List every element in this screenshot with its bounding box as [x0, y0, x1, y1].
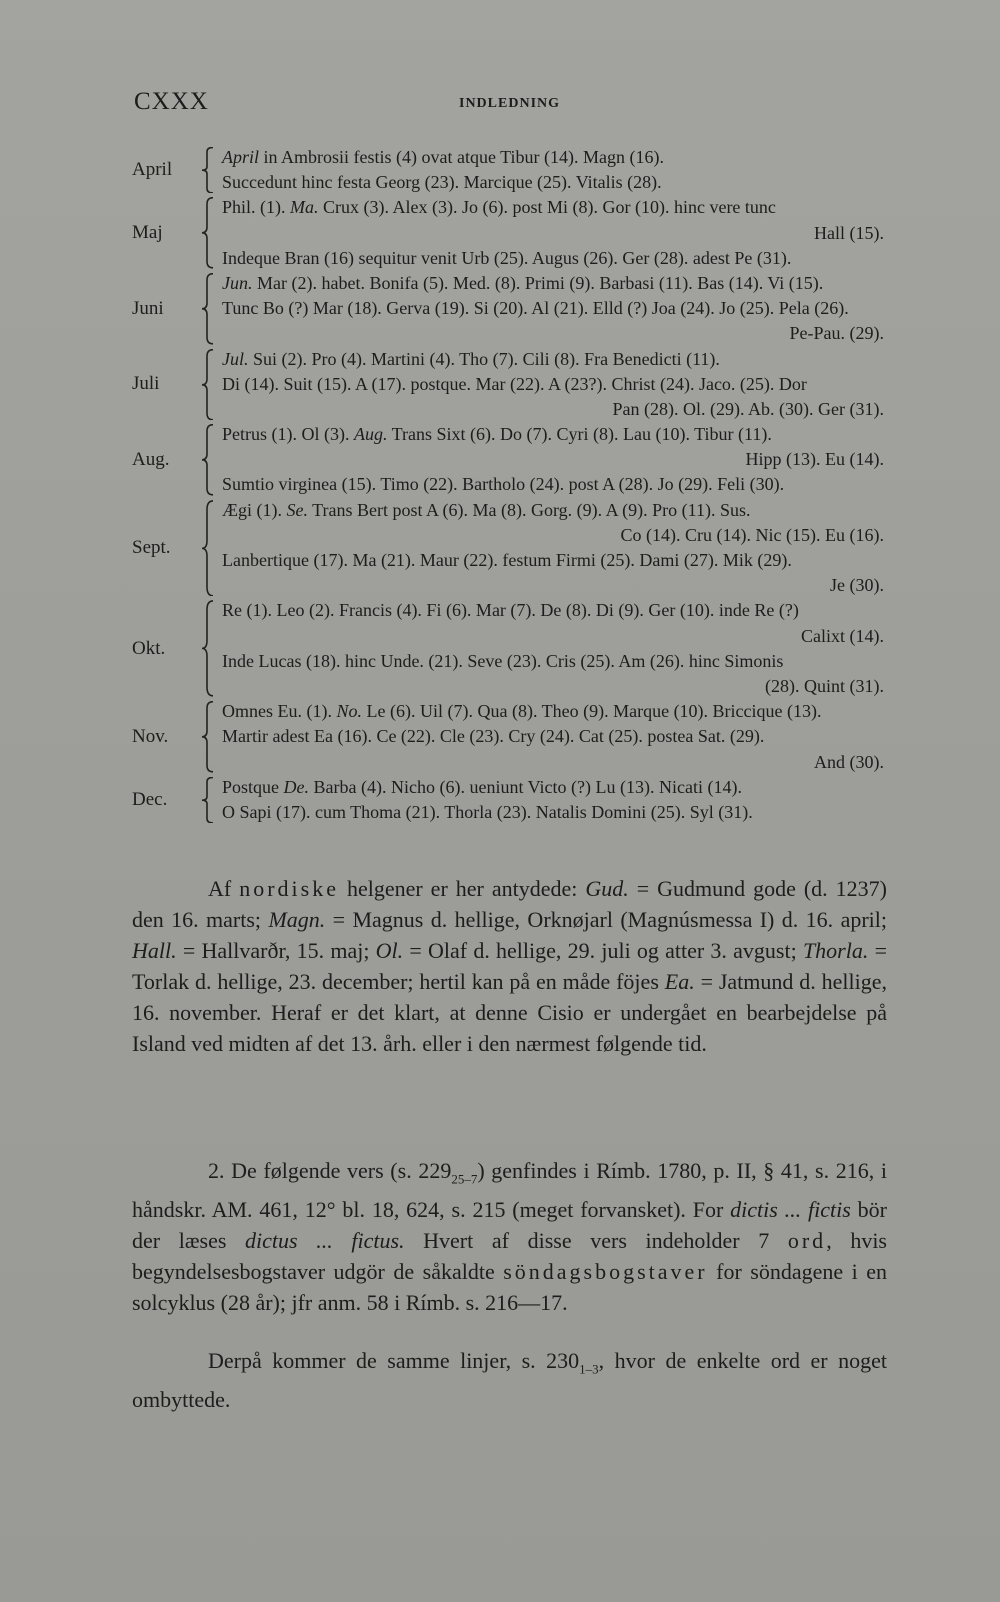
text-run: Di (14). Suit (15). A (17). postque. Mar (22). A (23?). Christ (24). Jaco. (25). Dor [222, 373, 807, 394]
text-run: Petrus (1). Ol (3). [222, 424, 354, 445]
italic-text: Gud. [585, 876, 629, 901]
text-run: , hvor de enkelte ord er noget ombyttede. [132, 1348, 887, 1413]
calendar-line [222, 472, 892, 497]
calendar-line [222, 523, 892, 548]
brace-icon [200, 145, 216, 195]
month-label: Nov. [132, 725, 169, 747]
italic-text: Ma. [290, 197, 319, 218]
text-run: 25–7 [451, 1171, 478, 1187]
italic-text: dictus ... fictus. [245, 1228, 405, 1254]
text-run: Le (6). Uil (7). Qua (8). Theo (9). Marque (10). Briccique (13). [362, 701, 822, 722]
text-run: Inde Lucas (18). hinc Unde. (21). Seve (23). Cris (25). Am (26). hinc Simonis [222, 650, 784, 671]
month-lines [216, 699, 892, 775]
month-label: Juni [132, 297, 164, 319]
paragraph-2 [132, 1155, 887, 1318]
brace-icon [200, 498, 216, 599]
text-run: = Olaf d. hellige, 29. juli og atter 3. avgust; [403, 938, 803, 963]
text-run: Lanbertique (17). Ma (21). Maur (22). festum Firmi (25). Dami (27). Mik (29). [222, 550, 792, 570]
text-run: Phil. (1). [222, 197, 291, 218]
text-run: Sui (2). Pro (4). Martini (4). Tho (7). Cili (8). Fra Benedicti (11). [248, 348, 720, 369]
calendar-line [222, 649, 892, 674]
text-run: = Hallvarðr, 15. maj; [176, 938, 376, 963]
calendar-line [222, 221, 892, 246]
text-run: O Sapi (17). cum Thoma (21). Thorla (23). Natalis Domini (25). Syl (31). [222, 801, 753, 822]
text-run: helgener er her antydede: [338, 876, 586, 901]
month-block [132, 598, 892, 699]
italic-text: Jul. [222, 348, 249, 369]
calendar-line [222, 598, 892, 623]
text-run: 1–3 [579, 1361, 599, 1377]
calendar-line [222, 624, 892, 649]
cisio-calendar [132, 145, 892, 825]
calendar-line [222, 372, 892, 397]
italic-text: Ea. [664, 969, 695, 994]
calendar-line [222, 347, 892, 372]
brace-icon [200, 598, 216, 699]
month-lines [216, 598, 892, 699]
calendar-line [222, 271, 892, 296]
calendar-line [222, 775, 892, 800]
paragraph-verses [132, 1155, 887, 1318]
page-header [134, 88, 879, 128]
calendar-line [222, 296, 892, 321]
italic-text: Se. [286, 499, 308, 520]
calendar-line [222, 447, 892, 472]
brace-icon [200, 195, 216, 271]
text-run: And (30). [814, 751, 884, 772]
italic-text: dictis ... fictis [730, 1197, 851, 1223]
month-lines [216, 422, 892, 498]
italic-text: De. [283, 776, 310, 797]
calendar-line [222, 397, 892, 422]
text-run: = Gudmund gode (d. 1237) den 16. marts; [132, 876, 887, 932]
calendar-line [222, 699, 892, 724]
month-block [132, 422, 892, 498]
brace-icon [200, 699, 216, 775]
brace-icon [200, 347, 216, 423]
month-label: Maj [132, 222, 163, 244]
calendar-line [222, 674, 892, 699]
text-run: Indeque Bran (16) sequitur venit Urb (25). Augus (26). Ger (28). adest Pe (31). [222, 247, 792, 268]
paragraph-3 [132, 1345, 887, 1415]
brace-icon [200, 271, 216, 347]
calendar-line [222, 573, 892, 598]
text-run: Derpå kommer de samme linjer, s. 230 [208, 1348, 580, 1373]
month-block [132, 195, 892, 271]
calendar-line [222, 498, 892, 523]
calendar-line [222, 724, 892, 749]
spaced-text: söndagsbogstaver [503, 1259, 708, 1285]
text-run: 2. De følgende vers (s. 229 [208, 1158, 452, 1183]
text-run: , hvis begyndelsesbogstaver udgör de såkaldte [132, 1228, 887, 1285]
text-run: Postque [222, 776, 284, 797]
spaced-text: ord [787, 1228, 827, 1254]
italic-text: Magn. [268, 907, 326, 932]
italic-text: No. [336, 701, 362, 722]
italic-text: Aug. [353, 424, 388, 445]
text-run: Martir adest Ea (16). Ce (22). Cle (23). Cry (24). Cat (25). postea Sat. (29). [222, 726, 765, 747]
paragraph-1 [132, 873, 887, 1059]
text-run: Ægi (1). [222, 499, 287, 520]
text-run: for söndagene i en solcyklus (28 år); jfr anm. 58 i Rímb. s. 216—17. [132, 1259, 888, 1316]
calendar-line [222, 246, 892, 271]
month-block [132, 775, 892, 825]
text-run: Hipp (13). Eu (14). [745, 449, 884, 470]
month-block [132, 271, 892, 347]
calendar-line [222, 422, 892, 447]
paragraph-nordic-saints [132, 873, 887, 1059]
month-block [132, 347, 892, 423]
calendar-line [222, 750, 892, 775]
text-run: Hall (15). [814, 222, 884, 243]
text-run: Omnes Eu. (1). [222, 701, 337, 722]
month-label: Sept. [132, 537, 171, 558]
text-run: Pe-Pau. (29). [789, 323, 884, 344]
month-lines [216, 498, 892, 599]
text-run: = Jatmund d. hellige, 16. november. Heraf er det klart, at denne Cisio er undergået en bearbejdelse på Island ved midten af det 13. årh. eller i den nærmest følgende tid. [132, 969, 887, 1056]
month-lines [216, 347, 892, 423]
month-block [132, 498, 892, 599]
text-run: Sumtio virginea (15). Timo (22). Bartholo (24). post A (28). Jo (29). Feli (30). [222, 474, 785, 495]
text-run: Trans Bert post A (6). Ma (8). Gorg. (9). A (9). Pro (11). Sus. [308, 499, 751, 520]
month-lines [216, 195, 892, 271]
italic-text: Hall. [132, 938, 177, 963]
spaced-text: nordiske [239, 876, 339, 901]
brace-icon [200, 422, 216, 498]
calendar-line [222, 321, 892, 346]
calendar-line [222, 195, 892, 220]
text-run: Mar (2). habet. Bonifa (5). Med. (8). Primi (9). Barbasi (11). Bas (14). Vi (15). [252, 272, 824, 293]
month-label: Dec. [132, 788, 168, 810]
text-run: Co (14). Cru (14). Nic (15). Eu (16). [620, 524, 884, 545]
calendar-line [222, 170, 892, 195]
month-lines [216, 775, 892, 825]
text-run: ) genfindes i Rímb. 1780, p. II, § 41, s. 216, i håndskr. AM. 461, 12° bl. 18, 624, s. 215 (meget forvansket). For [132, 1158, 887, 1223]
month-block [132, 699, 892, 775]
text-run: = Magnus d. hellige, Orknøjarl (Magnúsmessa I) d. 16. april; [325, 907, 887, 932]
month-label: Aug. [132, 448, 170, 470]
text-run: Succedunt hinc festa Georg (23). Marcique (25). Vitalis (28). [222, 172, 662, 193]
text-run: Re (1). Leo (2). Francis (4). Fi (6). Mar (7). De (8). Di (9). Ger (10). inde Re (?) [222, 600, 799, 621]
month-block [132, 145, 892, 195]
text-run: Barba (4). Nicho (6). ueniunt Victo (?) Lu (13). Nicati (14). [309, 776, 742, 797]
text-run: Tunc Bo (?) Mar (18). Gerva (19). Si (20). Al (21). Elld (?) Joa (24). Jo (25). Pela (26). [222, 298, 849, 319]
text-run: in Ambrosii festis (4) ovat atque Tibur (14). Magn (16). [259, 147, 664, 167]
text-run: Trans Sixt (6). Do (7). Cyri (8). Lau (10). Tibur (11). [387, 424, 772, 445]
italic-text: April [222, 147, 260, 167]
calendar-line [222, 145, 892, 170]
italic-text: Ol. [375, 938, 404, 963]
text-run: Pan (28). Ol. (29). Ab. (30). Ger (31). [612, 398, 884, 419]
text-run: Crux (3). Alex (3). Jo (6). post Mi (8). Gor (10). hinc vere tunc [318, 197, 776, 218]
text-run: Je (30). [830, 575, 884, 596]
text-run: (28). Quint (31). [765, 675, 884, 696]
page-number: CXXX [134, 88, 209, 115]
brace-icon [200, 775, 216, 825]
text-run: bör der læses [132, 1197, 887, 1254]
month-label: Okt. [132, 637, 166, 659]
calendar-line [222, 800, 892, 825]
month-label: Juli [132, 373, 160, 395]
running-head: INDLEDNING [459, 96, 561, 111]
text-run: = Torlak d. hellige, 23. december; hertil kan på en måde föjes [132, 938, 887, 994]
calendar-line [222, 548, 892, 573]
text-run: Hvert af disse vers indeholder 7 [404, 1228, 788, 1254]
month-lines [216, 145, 892, 195]
paragraph-lines [132, 1345, 887, 1415]
italic-text: Thorla. [802, 938, 869, 963]
month-label: April [132, 159, 173, 181]
italic-text: Jun. [222, 272, 253, 293]
month-lines [216, 271, 892, 347]
text-run: Af [208, 876, 240, 901]
text-run: Calixt (14). [801, 625, 884, 646]
